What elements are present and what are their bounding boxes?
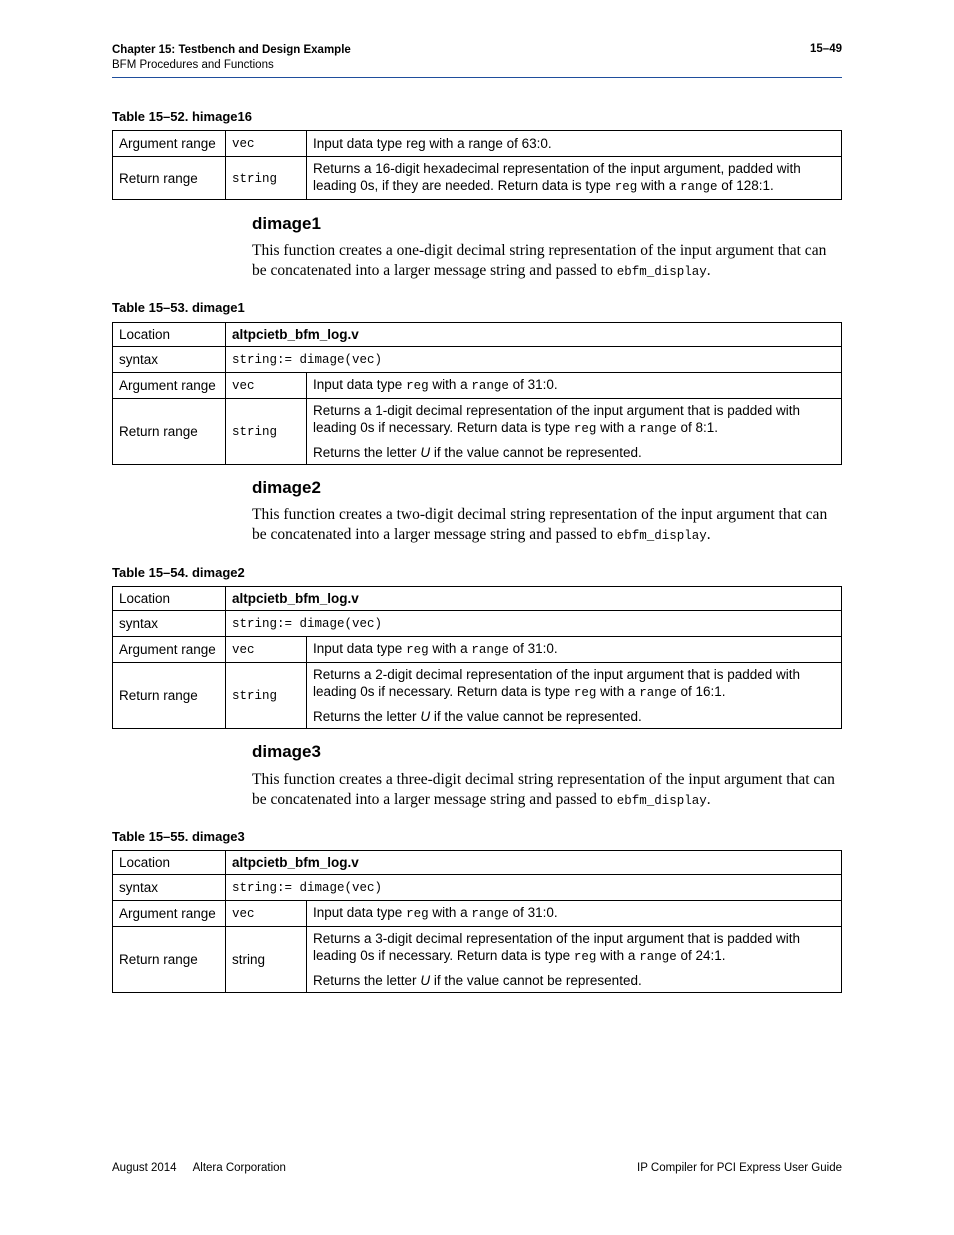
table-row bbox=[113, 851, 842, 875]
table-row bbox=[113, 157, 842, 200]
syntax-value: string:= dimage(vec) bbox=[232, 881, 383, 895]
table-row bbox=[113, 587, 842, 611]
chapter-title: Chapter 15: Testbench and Design Example bbox=[112, 44, 351, 56]
row-label: syntax bbox=[113, 347, 226, 373]
table-row bbox=[113, 875, 842, 901]
footer-doc-title: IP Compiler for PCI Express User Guide bbox=[637, 1162, 842, 1174]
code-value: vec bbox=[232, 907, 255, 921]
code-value: string bbox=[232, 689, 278, 703]
row-label: Return range bbox=[113, 663, 226, 729]
footer-company: Altera Corporation bbox=[192, 1162, 286, 1174]
location-value: altpcietb_bfm_log.v bbox=[226, 587, 842, 611]
row-label: Location bbox=[113, 323, 226, 347]
table-caption-himage16: Table 15–52. himage16 bbox=[112, 109, 252, 124]
row-label: Return range bbox=[113, 157, 226, 200]
row-label: Location bbox=[113, 587, 226, 611]
location-value: altpcietb_bfm_log.v bbox=[226, 323, 842, 347]
page-number: 15–49 bbox=[810, 43, 842, 55]
row-description: Returns a 2-digit decimal representation of the input argument that is padded with leading 0s if necessary. Return data is type reg with a range of 16:1. Returns the letter U if the value cannot be represented. bbox=[307, 663, 842, 729]
table-row bbox=[113, 663, 842, 729]
section-heading-dimage3: dimage3 bbox=[252, 742, 321, 761]
return-note: Returns the letter U if the value cannot be represented. bbox=[313, 445, 642, 460]
row-label: syntax bbox=[113, 611, 226, 637]
code-value: string bbox=[232, 425, 278, 439]
row-label: syntax bbox=[113, 875, 226, 901]
paragraph-dimage3: This function creates a three-digit decimal string representation of the input argument that can be concatenated into a larger message string and passed to ebfm_display. bbox=[252, 771, 835, 808]
row-label: Return range bbox=[113, 399, 226, 465]
table-row bbox=[113, 131, 842, 157]
location-value: altpcietb_bfm_log.v bbox=[226, 851, 842, 875]
paragraph-dimage1: This function creates a one-digit decimal string representation of the input argument that can be concatenated into a larger message string and passed to ebfm_display. bbox=[252, 242, 827, 279]
syntax-value: string:= dimage(vec) bbox=[232, 353, 383, 367]
row-description: Returns a 16-digit hexadecimal representation of the input argument, padded with leading 0s, if they are needed. Return data is type reg with a range of 128:1. bbox=[307, 157, 842, 200]
table-himage16 bbox=[112, 130, 842, 200]
code-value: vec bbox=[232, 379, 255, 393]
table-row bbox=[113, 373, 842, 399]
table-row bbox=[113, 901, 842, 927]
row-description: Returns a 1-digit decimal representation of the input argument that is padded with leading 0s if necessary. Return data is type reg with a range of 8:1. Returns the letter U if the value cannot be represented. bbox=[307, 399, 842, 465]
row-description: Input data type reg with a range of 63:0. bbox=[307, 131, 842, 157]
return-note: Returns the letter U if the value cannot be represented. bbox=[313, 973, 642, 988]
row-label: Argument range bbox=[113, 373, 226, 399]
row-label: Argument range bbox=[113, 901, 226, 927]
table-caption-dimage3: Table 15–55. dimage3 bbox=[112, 829, 245, 844]
row-label: Argument range bbox=[113, 131, 226, 157]
footer-date: August 2014 bbox=[112, 1162, 177, 1174]
table-dimage3 bbox=[112, 850, 842, 993]
table-caption-dimage2: Table 15–54. dimage2 bbox=[112, 565, 245, 580]
section-heading-dimage2: dimage2 bbox=[252, 478, 321, 497]
row-description: Input data type reg with a range of 31:0. bbox=[307, 901, 842, 927]
row-description: Returns a 3-digit decimal representation of the input argument that is padded with leading 0s if necessary. Return data is type reg with a range of 24:1. Returns the letter U if the value cannot be represented. bbox=[307, 927, 842, 993]
code-value: string bbox=[226, 927, 307, 993]
table-row bbox=[113, 611, 842, 637]
code-value: vec bbox=[232, 137, 255, 151]
section-heading-dimage1: dimage1 bbox=[252, 214, 321, 233]
paragraph-dimage2: This function creates a two-digit decimal string representation of the input argument that can be concatenated into a larger message string and passed to ebfm_display. bbox=[252, 506, 828, 543]
header-rule bbox=[112, 77, 842, 78]
row-label: Location bbox=[113, 851, 226, 875]
table-dimage2 bbox=[112, 586, 842, 729]
footer-left bbox=[112, 1162, 286, 1174]
table-row bbox=[113, 347, 842, 373]
syntax-value: string:= dimage(vec) bbox=[232, 617, 383, 631]
table-caption-dimage1: Table 15–53. dimage1 bbox=[112, 300, 245, 315]
code-value: string bbox=[232, 171, 278, 186]
table-dimage1 bbox=[112, 322, 842, 465]
return-note: Returns the letter U if the value cannot be represented. bbox=[313, 709, 642, 724]
row-description: Input data type reg with a range of 31:0. bbox=[307, 637, 842, 663]
section-title: BFM Procedures and Functions bbox=[112, 59, 274, 71]
row-description: Input data type reg with a range of 31:0. bbox=[307, 373, 842, 399]
table-row bbox=[113, 637, 842, 663]
running-header bbox=[112, 43, 351, 73]
table-row bbox=[113, 399, 842, 465]
table-row bbox=[113, 323, 842, 347]
code-value: vec bbox=[232, 643, 255, 657]
row-label: Argument range bbox=[113, 637, 226, 663]
row-label: Return range bbox=[113, 927, 226, 993]
table-row bbox=[113, 927, 842, 993]
